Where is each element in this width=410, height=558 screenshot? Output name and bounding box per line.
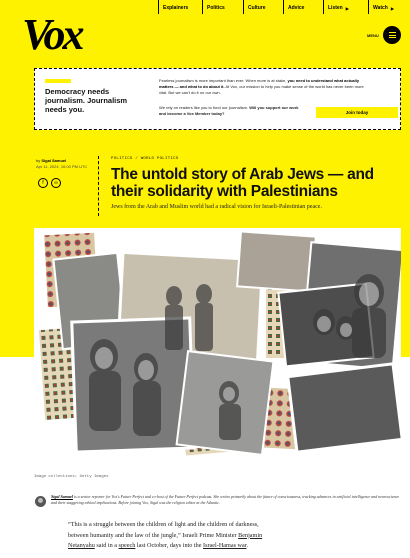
nav-listen[interactable] bbox=[323, 0, 368, 14]
promo-heading: Democracy needs journalism. Journalism needs you. bbox=[45, 87, 128, 114]
menu-label: MENU bbox=[367, 33, 379, 38]
speech-link[interactable]: speech bbox=[118, 542, 136, 549]
vox-logo[interactable]: Vox bbox=[22, 10, 82, 59]
israel-hamas-war-link[interactable]: Israel-Hamas war bbox=[203, 542, 247, 549]
promo-appeal: We rely on readers like you to fund our journalism. Will you support our work and become a Vox Member today? bbox=[159, 105, 299, 116]
menu-icon bbox=[389, 32, 396, 33]
article-dek: Jews from the Arab and Muslim world had a radical vision for Israeli-Palestinian peace. bbox=[111, 204, 322, 210]
author-bio: Sigal Samuel is a senior reporter for Vox's Future Perfect and co-host of the Future Perfect podcast. She writes primarily about the future of consciousness, tracking advances in artificial intelligence and neuroscience and their staggering ethical implications. Before joining Vox, Sigal was the religion editor at the Atlantic. bbox=[51, 494, 400, 505]
article-title: The untold story of Arab Jews — and their solidarity with Palestinians bbox=[111, 166, 374, 200]
article-body-paragraph: “This is a struggle between the children of light and the children of darkness, between humanity and the law of the jungle,” Israeli Prime Minister Benjamin Netanyahu said in a speech last October, days into the Israel-Hamas war. bbox=[68, 521, 263, 549]
promo-accent-bar bbox=[45, 79, 71, 83]
publish-date: Apr 11, 2024, 10:00 PM UTC bbox=[36, 163, 88, 169]
facebook-icon[interactable]: f bbox=[38, 178, 48, 188]
image-caption: Image collections; Getty Images bbox=[34, 475, 109, 479]
nav-culture[interactable]: Culture bbox=[243, 0, 283, 14]
nav-explainers[interactable]: Explainers bbox=[158, 0, 202, 14]
byline: by Sigal Samuel Apr 11, 2024, 10:00 PM UTC bbox=[36, 158, 88, 169]
nav-watch[interactable] bbox=[368, 0, 408, 14]
top-navigation bbox=[158, 0, 408, 14]
play-icon: ▶ bbox=[345, 5, 349, 11]
bio-author-link[interactable]: Sigal Samuel bbox=[51, 494, 73, 499]
nav-politics[interactable]: Politics bbox=[202, 0, 243, 14]
link-icon[interactable]: ∞ bbox=[51, 178, 61, 188]
avatar bbox=[35, 496, 46, 507]
join-today-button[interactable]: Join today bbox=[316, 107, 398, 118]
promo-body: Fearless journalism is more important than ever. When more is at stake, you need to understand what actually matters — and what to do about it. At Vox, our mission to help you make sense of the world has never been more vital. But we can't do it on our own. bbox=[159, 78, 364, 95]
membership-promo bbox=[34, 68, 401, 130]
hero-collage bbox=[34, 228, 401, 465]
play-icon: ▶ bbox=[390, 5, 394, 11]
author-link[interactable]: Sigal Samuel bbox=[41, 158, 67, 163]
article-kicker[interactable]: POLITICS / WORLD POLITICS bbox=[111, 157, 179, 161]
nav-watch-label: Watch bbox=[373, 5, 388, 11]
share-buttons bbox=[38, 178, 61, 188]
menu-button[interactable] bbox=[383, 26, 401, 44]
netanyahu-link[interactable]: Benjamin Netanyahu bbox=[68, 531, 263, 549]
hero-image bbox=[34, 228, 401, 465]
nav-advice[interactable]: Advice bbox=[283, 0, 323, 14]
header-divider bbox=[98, 156, 99, 216]
nav-listen-label: Listen bbox=[328, 5, 343, 11]
